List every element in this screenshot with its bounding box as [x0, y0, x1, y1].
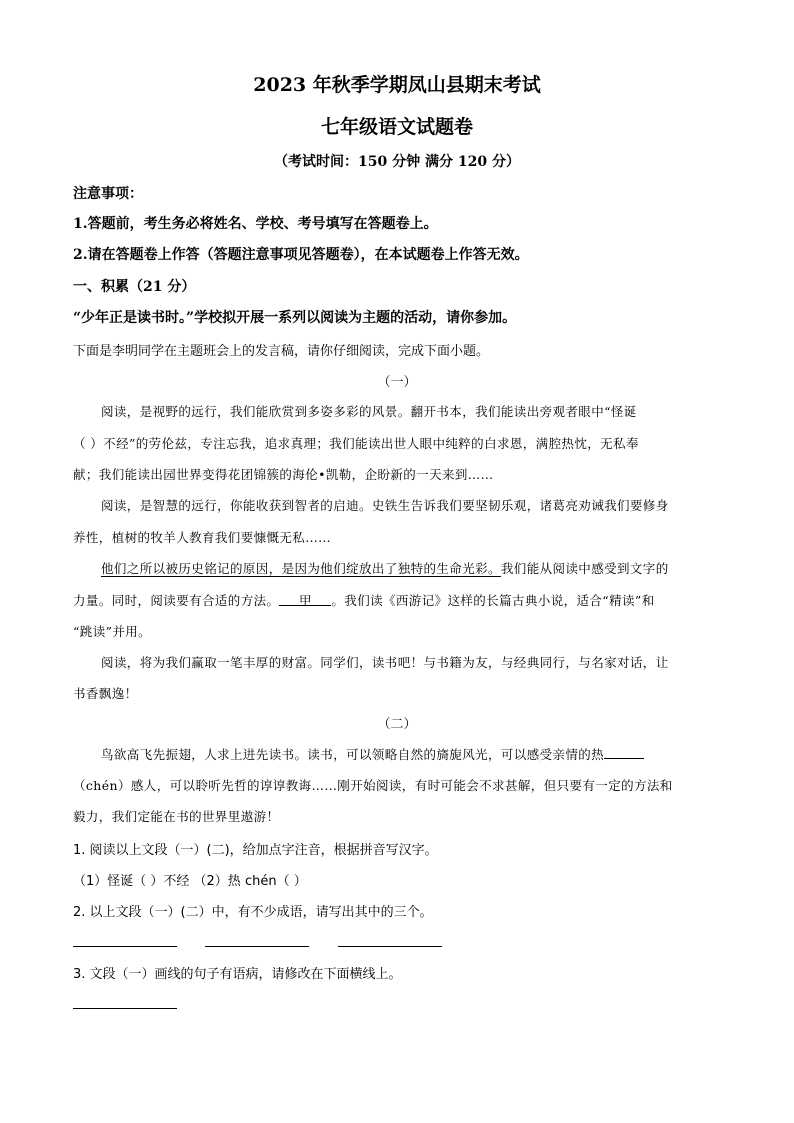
answer-line[interactable]	[205, 946, 309, 947]
underlined-sentence: 他们之所以被历史铭记的原因，是因为他们绽放出了独特的生命光彩。	[101, 561, 501, 576]
question-1: 1. 阅读以上文段（一）(二)，给加点字注音，根据拼音写汉字。	[73, 843, 438, 858]
passage-1-line	[73, 591, 721, 609]
notice-item-2: 2.请在答题卷上作答（答题注意事项见答题卷），在本试题卷上作答无效。	[73, 247, 529, 263]
passage-1-text: 。我们读《西游记》这样的长篇古典小说，适合“精读”和	[331, 593, 655, 608]
section-heading: 一、积累（21 分）	[73, 279, 196, 295]
passage-1-line: 书香飘逸！	[73, 686, 138, 701]
passage-1-line: “跳读”并用。	[73, 624, 152, 639]
question-3: 3. 文段（一）画线的句子有语病，请修改在下面横线上。	[73, 967, 402, 982]
exam-title: 2023 年秋季学期凤山县期末考试	[253, 74, 541, 96]
passage-2-line: 毅力，我们定能在书的世界里遨游！	[73, 809, 280, 824]
passage-1-line	[101, 559, 721, 577]
passage-1-line: （ ）不经”的劳伦兹，专注忘我，追求真理；我们能读出世人眼中纯粹的白求恩，满腔热忱，无私奉	[73, 436, 639, 451]
blank-jia[interactable]: 甲	[279, 591, 331, 606]
notice-heading: 注意事项：	[73, 186, 143, 202]
passage-2-line	[101, 744, 721, 763]
passage-1-label: （一）	[377, 375, 417, 390]
blank-chen[interactable]	[604, 744, 644, 759]
exam-info: （考试时间：150 分钟 满分 120 分）	[274, 154, 520, 170]
passage-1-line: 养性，植树的牧羊人教育我们要慷慨无私……	[73, 530, 332, 545]
passage-2-line: （chén）感人，可以聆听先哲的谆谆教诲……刚开始阅读，有时可能会不求甚解，但只要有一定的方法和	[73, 778, 673, 793]
passage-1-line: 阅读，是视野的远行，我们能欣赏到多姿多彩的风景。翻开书本，我们能读出旁观者眼中“怪诞	[101, 404, 637, 419]
passage-2-text: 鸟欲高飞先振翅，人求上进先读书。读书，可以领略自然的旖旎风光，可以感受亲情的热	[101, 747, 605, 762]
notice-item-1: 1.答题前，考生务必将姓名、学校、考号填写在答题卷上。	[73, 216, 438, 232]
answer-line[interactable]	[73, 946, 177, 947]
answer-line[interactable]	[338, 946, 442, 947]
section-instruction: 下面是李明同学在主题班会上的发言稿，请你仔细阅读，完成下面小题。	[73, 344, 490, 359]
passage-1-text: 力量。同时，阅读要有合适的方法。	[73, 593, 280, 608]
passage-1-line: 阅读，是智慧的远行，你能收获到智者的启迪。史铁生告诉我们要坚韧乐观，诸葛亮劝诫我们要修身	[101, 498, 669, 513]
exam-subtitle: 七年级语文试题卷	[320, 116, 473, 138]
question-1-sub: （1）怪诞（ ）不经 （2）热 chén（ ）	[73, 874, 307, 889]
answer-line[interactable]	[73, 1008, 177, 1009]
question-2: 2. 以上文段（一）(二）中，有不少成语，请写出其中的三个。	[73, 905, 433, 920]
section-intro: “少年正是读书时。”学校拟开展一系列以阅读为主题的活动，请你参加。	[73, 310, 517, 326]
passage-1-line: 献；我们能读出园世界变得花团锦簇的海伦•凯勒，企盼新的一天来到……	[73, 467, 494, 482]
passage-1-text: 我们能从阅读中感受到文字的	[500, 561, 669, 576]
passage-2-label: （二）	[377, 717, 417, 732]
passage-1-line: 阅读，将为我们赢取一笔丰厚的财富。同学们，读书吧！与书籍为友，与经典同行，与名家对话，让	[101, 655, 669, 670]
